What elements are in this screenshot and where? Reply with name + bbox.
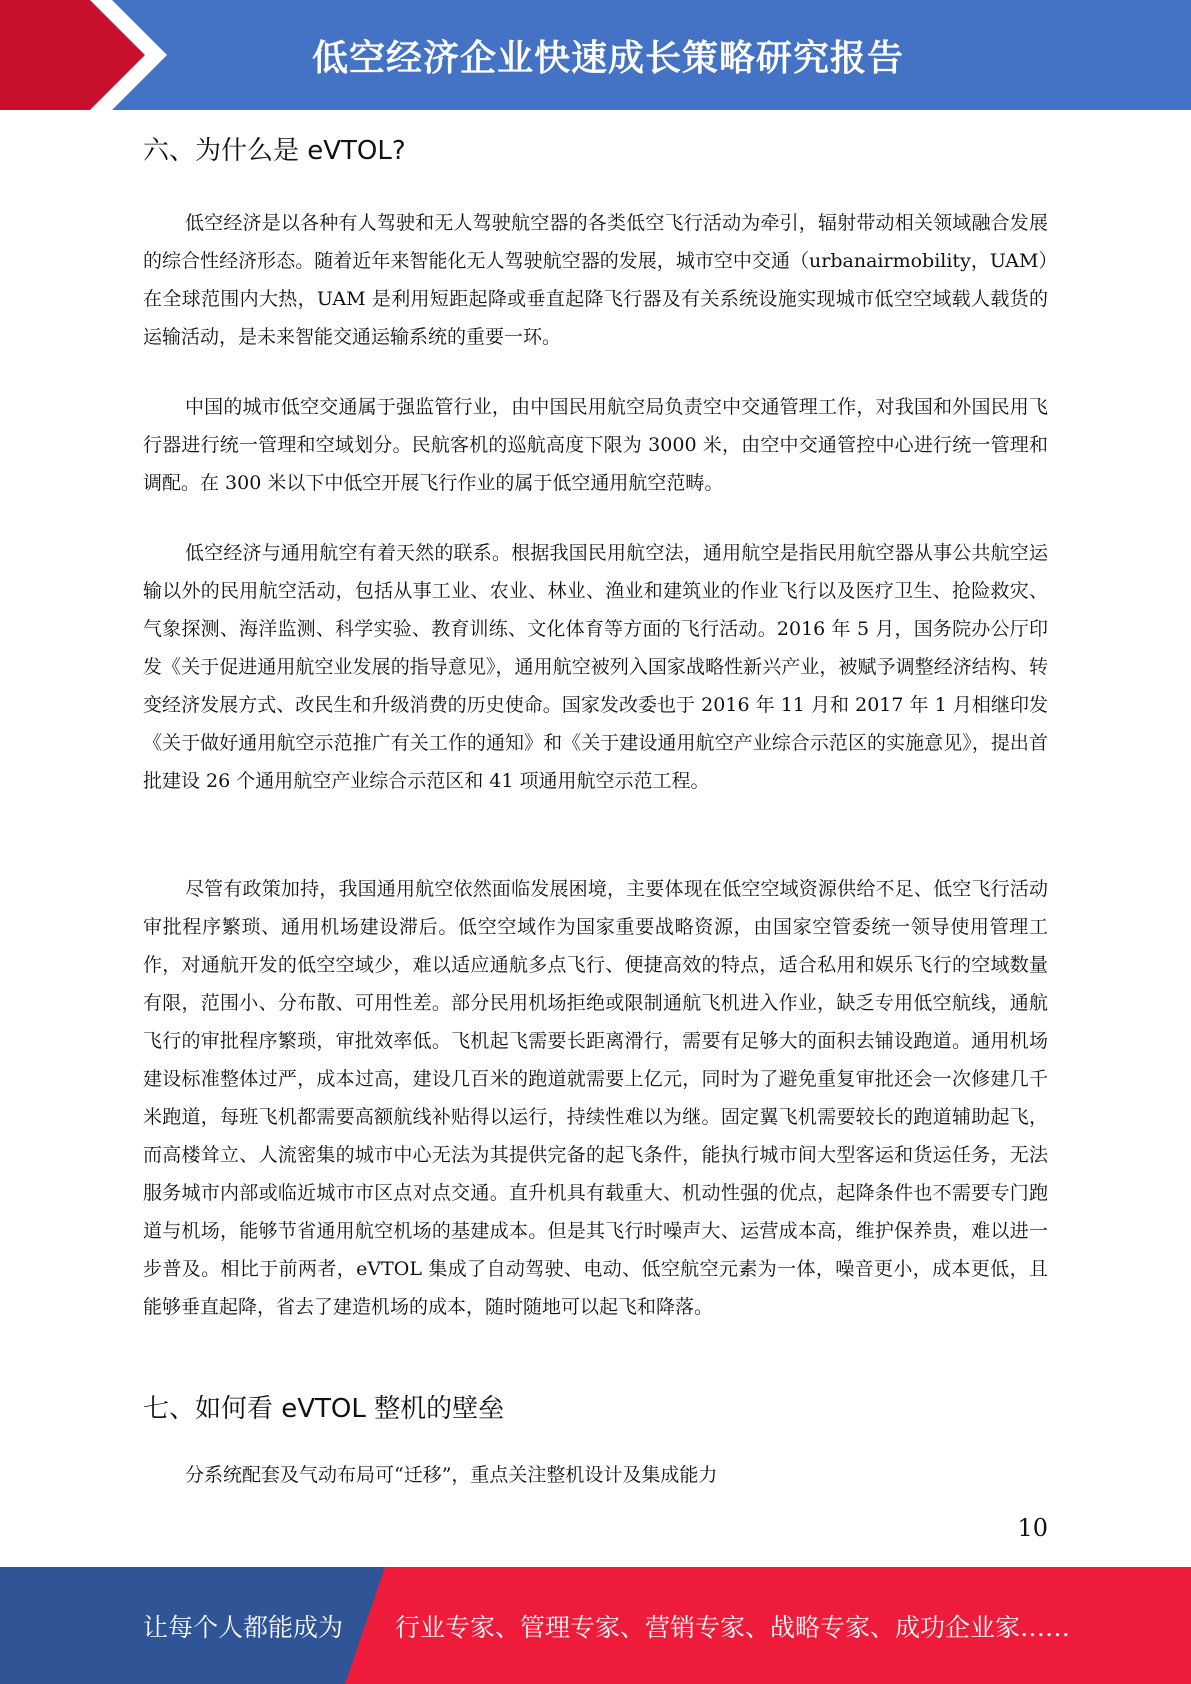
section-heading-6: 六、为什么是 eVTOL? (143, 136, 406, 166)
footer-slogan-right: 行业专家、管理专家、营销专家、战略专家、成功企业家…… (395, 1612, 1071, 1642)
paragraph: 尽管有政策加持，我国通用航空依然面临发展困境，主要体现在低空空域资源供给不足、低空飞行活动审批程序繁琐、通用机场建设滞后。低空空域作为国家重要战略资源，由国家空管委统一领导使用管理工作，对通航开发的低空空域少，难以适应通航多点飞行、便捷高效的特点，适合私用和娱乐飞行的空域数量有限，范围小、分布散、可用性差。部分民用机场拒绝或限制通航飞机进入作业，缺乏专用低空航线，通航飞行的审批程序繁琐，审批效率低。飞机起飞需要长距离滑行，需要有足够大的面积去铺设跑道。通用机场建设标准整体过严，成本过高，建设几百米的跑道就需要上亿元，同时为了避免重复审批还会一次修建几千米跑道，每班飞机都需要高额航线补贴得以运行，持续性难以为继。固定翼飞机需要较长的跑道辅助起飞，而高楼耸立、人流密集的城市中心无法为其提供完备的起飞条件，能执行城市间大型客运和货运任务，无法服务城市内部或临近城市市区点对点交通。直升机具有载重大、机动性强的优点，起降条件也不需要专门跑道与机场，能够节省通用航空机场的基建成本。但是其飞行时噪声大、运营成本高，维护保养贵，难以进一步普及。相比于前两者，eVTOL 集成了自动驾驶、电动、低空航空元素为一体，噪音更小，成本更低，且能够垂直起降，省去了建造机场的成本，随时随地可以起飞和降落。 (143, 878, 1048, 1318)
section-heading-7: 七、如何看 eVTOL 整机的壁垒 (143, 1394, 505, 1424)
page-header (0, 0, 1191, 110)
paragraph: 低空经济与通用航空有着天然的联系。根据我国民用航空法，通用航空是指民用航空器从事公共航空运输以外的民用航空活动，包括从事工业、农业、林业、渔业和建筑业的作业飞行以及医疗卫生、抢险救灾、气象探测、海洋监测、科学实验、教育训练、文化体育等方面的飞行活动。2016 年 5 月，国务院办公厅印发《关于促进通用航空业发展的指导意见》，通用航空被列入国家战略性新兴产业，被赋予调整经济结构、转变经济发展方式、改民生和升级消费的历史使命。国家发改委也于 2016 年 11 月和 2017 年 1 月相继印发《关于做好通用航空示范推广有关工作的通知》和《关于建设通用航空产业综合示范区的实施意见》，提出首批建设 26 个通用航空产业综合示范区和 41 项通用航空示范工程。 (143, 542, 1048, 792)
paragraph: 中国的城市低空交通属于强监管行业，由中国民用航空局负责空中交通管理工作，对我国和外国民用飞行器进行统一管理和空域划分。民航客机的巡航高度下限为 3000 米，由空中交通管控中心进行统一管理和调配。在 300 米以下中低空开展飞行作业的属于低空通用航空范畴。 (143, 396, 1048, 494)
paragraph: 低空经济是以各种有人驾驶和无人驾驶航空器的各类低空飞行活动为牵引，辐射带动相关领域融合发展的综合性经济形态。随着近年来智能化无人驾驶航空器的发展，城市空中交通（urbanairmobility，UAM）在全球范围内大热，UAM 是利用短距起降或垂直起降飞行器及有关系统设施实现城市低空空域载人载货的运输活动，是未来智能交通运输系统的重要一环。 (143, 212, 1048, 348)
page-footer (0, 1567, 1191, 1684)
footer-slogan-left: 让每个人都能成为 (143, 1612, 344, 1642)
report-title: 低空经济企业快速成长策略研究报告 (311, 37, 904, 79)
page-number: 10 (1017, 1514, 1048, 1542)
paragraph: 分系统配套及气动布局可“迁移”，重点关注整机设计及集成能力 (185, 1464, 718, 1486)
